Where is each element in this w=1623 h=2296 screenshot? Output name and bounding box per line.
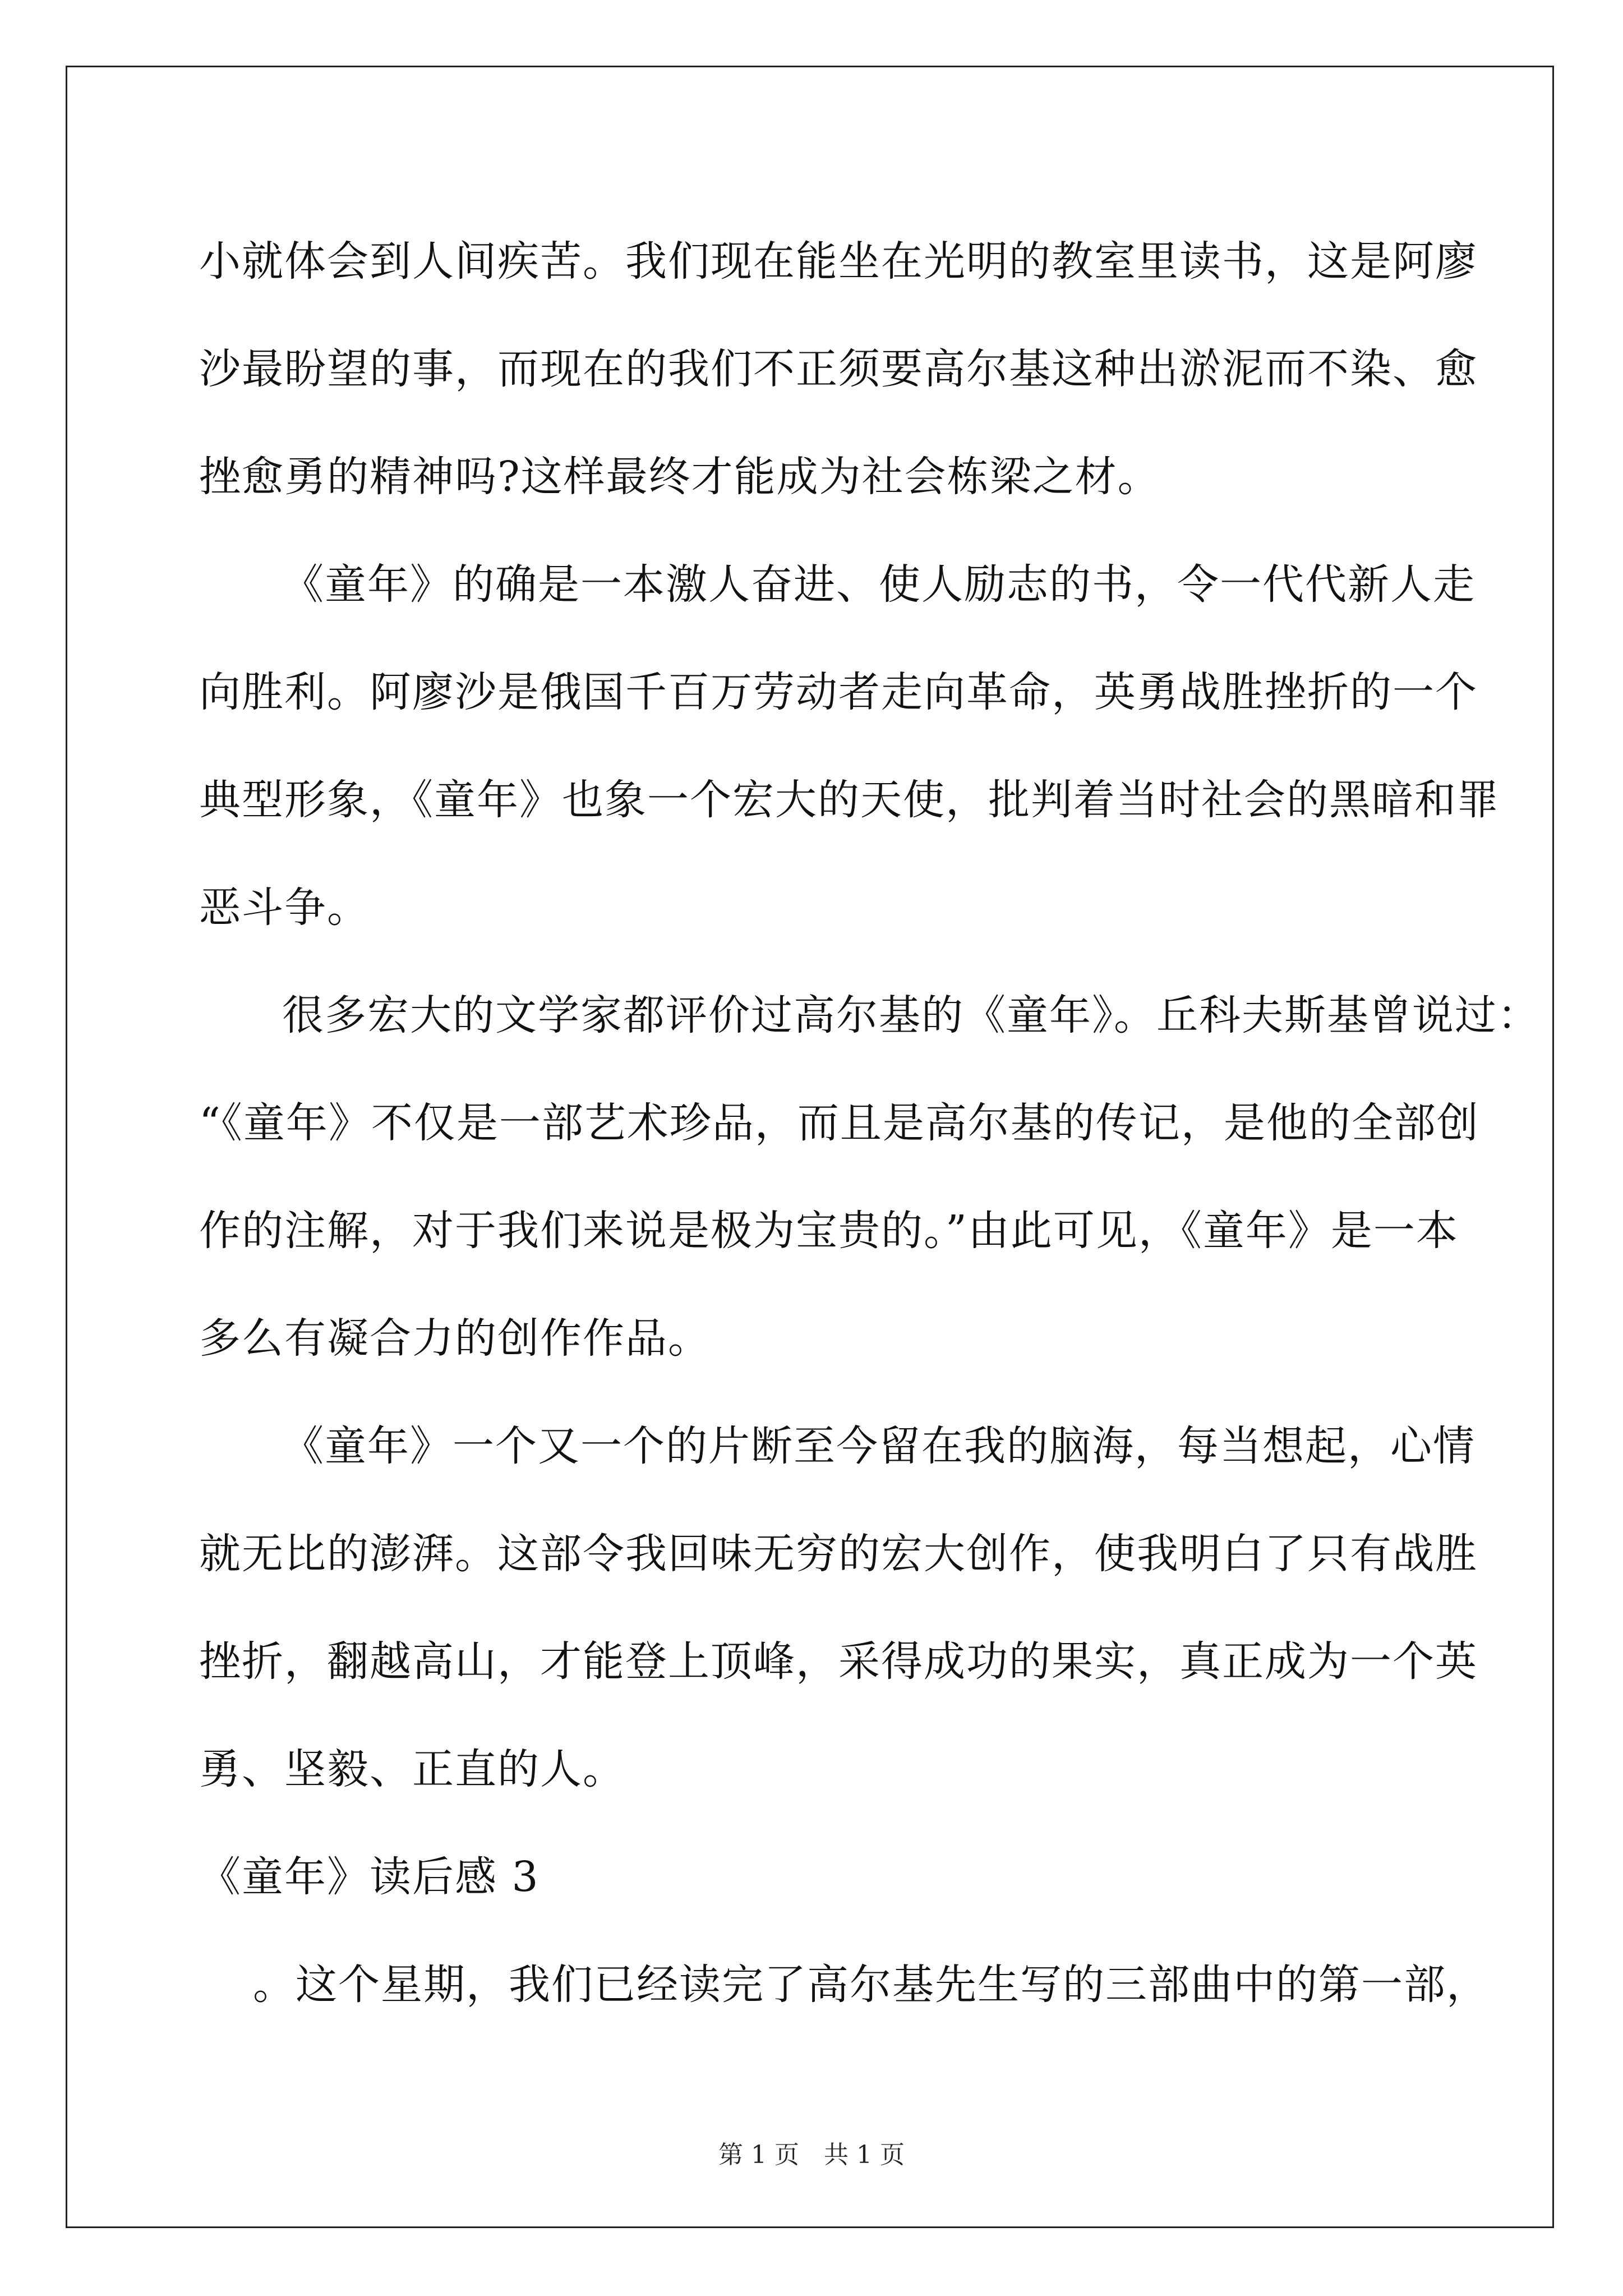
paragraph-line: 小就体会到人间疾苦。我们现在能坐在光明的教室里读书，这是阿廖 — [199, 237, 1478, 286]
section-heading: 《童年》读后感 3 — [199, 1853, 540, 1901]
paragraph-line: 。这个星期，我们已经读完了高尔基先生写的三部曲中的第一部， — [253, 1961, 1489, 2009]
paragraph-line: 《童年》一个又一个的片断至今留在我的脑海，每当想起，心情 — [282, 1422, 1476, 1470]
paragraph-4 — [199, 1392, 1478, 1823]
paragraph-line: 勇、坚毅、正直的人。 — [199, 1745, 625, 1793]
paragraph-5 — [199, 1931, 1489, 2039]
paragraph-3 — [199, 961, 1540, 1392]
paragraph-line: 挫愈勇的精神吗?这样最终才能成为社会栋梁之材。 — [199, 453, 1160, 501]
paragraph-1 — [199, 208, 1478, 531]
paragraph-line: 恶斗争。 — [199, 884, 370, 932]
paragraph-line: 很多宏大的文学家都评价过高尔基的《童年》。丘科夫斯基曾说过： — [282, 991, 1540, 1039]
paragraph-line: 向胜利。阿廖沙是俄国千百万劳动者走向革命，英勇战胜挫折的一个 — [199, 668, 1478, 716]
paragraph-line: “《童年》不仅是一部艺术珍品，而且是高尔基的传记，是他的全部创 — [199, 1099, 1479, 1147]
paragraph-line: 典型形象，《童年》也象一个宏大的天使，批判着当时社会的黑暗和罪 — [199, 776, 1500, 824]
paragraph-line: 挫折，翻越高山，才能登上顶峰，采得成功的果实，真正成为一个英 — [199, 1637, 1478, 1686]
page-footer: 第 1 页 共 1 页 — [718, 2141, 905, 2169]
paragraph-line: 多么有凝合力的创作作品。 — [199, 1314, 711, 1363]
paragraph-line: 沙最盼望的事，而现在的我们不正须要高尔基这种出淤泥而不染、愈 — [199, 345, 1478, 393]
paragraph-line: 就无比的澎湃。这部令我回味无穷的宏大创作，使我明白了只有战胜 — [199, 1530, 1478, 1578]
paragraph-line: 《童年》的确是一本激人奋进、使人励志的书，令一代代新人走 — [282, 560, 1476, 609]
paragraph-line: 作的注解，对于我们来说是极为宝贵的。”由此可见，《童年》是一本 — [199, 1207, 1459, 1255]
paragraph-2 — [199, 531, 1500, 961]
document-body — [199, 208, 1540, 2039]
